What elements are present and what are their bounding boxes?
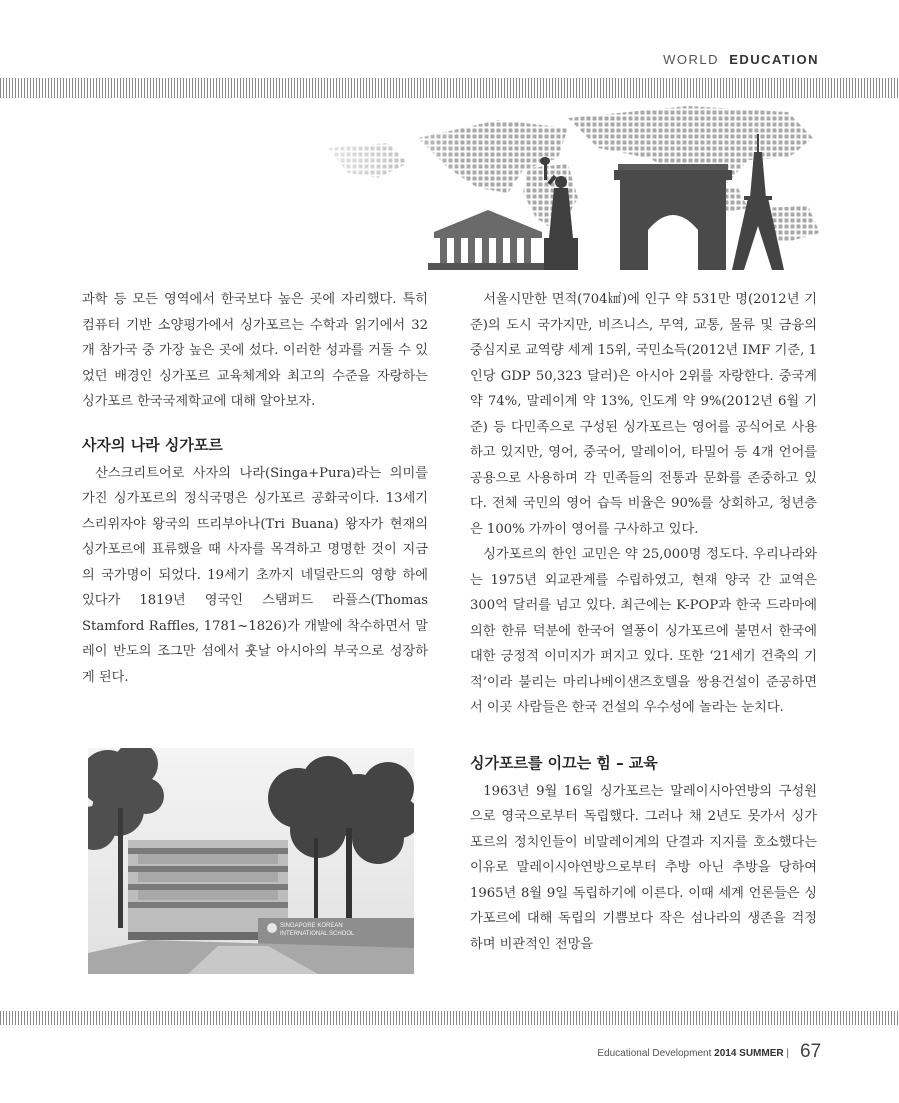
page-number: 67 [800, 1041, 822, 1062]
footer-publication-name: Educational Development [597, 1048, 712, 1059]
section-heading-lion-city: 사자의 나라 싱가포르 [82, 435, 223, 454]
footer-publication: Educational Development 2014 SUMMER | [597, 1048, 789, 1059]
history-paragraph: 산스크리트어로 사자의 나라(Singa+Pura)라는 의미를 가진 싱가포르의 정식국명은 싱가포르 공화국이다. 13세기 스리위자야 왕국의 뜨리부아나(Tri Buana) 왕자가 현재의 싱가포르에 표류했을 때 사자를 목격하고 명명한 것이 지금의 국가명이 되었다. 19세기 초까지 네덜란드의 영향 하에 있다가 1819년 영국인 스탬퍼드 라플스(Thomas Stamford Raffles, 1781~1826)가 개발에 착수하면서 말레이 반도의 조그만 섬에서 훗날 아시아의 부국으로 성장하게 된다. [82, 465, 428, 685]
footer-issue: 2014 SUMMER [714, 1048, 784, 1059]
section-label-light: WORLD [663, 52, 719, 67]
school-sign-line1: SINGAPORE KOREAN [280, 923, 343, 929]
right-column [470, 287, 817, 957]
left-column [82, 287, 428, 690]
section-label [663, 52, 819, 67]
school-building-photo [88, 748, 414, 974]
independence-paragraph: 1963년 9월 16일 싱가포르는 말레이시아연방의 구성원으로 영국으로부터 독립했다. 그러나 채 2년도 못가서 싱가포르의 정치인들이 비말레이계의 단결과 지지를 호소했다는 이유로 말레이시아연방으로부터 추방 아닌 추방을 당하여 1965년 8월 9일 독립하기에 이른다. 이때 세계 언론들은 싱가포르에 대해 독립의 기쁨보다 작은 섬나라의 생존을 걱정하며 비관적인 전망을 [470, 783, 817, 952]
korean-relations-paragraph: 싱가포르의 한인 교민은 약 25,000명 정도다. 우리나라와는 1975년 외교관계를 수립하였고, 현재 양국 간 교역은 300억 달러를 넘고 있다. 최근에는 K-POP과 한국 드라마에 의한 한류 덕분에 한국어 열풍이 싱가포르에 불면서 한국에 대한 긍정적 이미지가 퍼지고 있다. 또한 ‘21세기 건축의 기적’이라 불리는 마리나베이샌즈호텔을 쌍용건설이 준공하면서 이곳 사람들은 한국 건설의 우수성에 놀라는 눈치다. [470, 547, 817, 715]
top-stripe-divider [0, 78, 899, 98]
overview-paragraph: 서울시만한 면적(704㎢)에 인구 약 531만 명(2012년 기준)의 도시 국가지만, 비즈니스, 무역, 교통, 물류 및 금융의 중심지로 교역량 세계 15위, 국민소득(2012년 IMF 기준, 1인당 GDP 50,323 달러)은 아시아 2위를 자랑한다. 중국계 약 74%, 말레이계 약 13%, 인도계 약 9%(2012년 6월 기준) 등 다민족으로 구성된 싱가포르는 영어를 공식어로 사용하고 있지만, 영어, 중국어, 말레이어, 타밀어 등 4개 언어를 공용으로 사용하며 각 민족들의 전통과 문화를 존중하고 있다. 전체 국민의 영어 습득 비율은 90%를 상회하고, 청년층은 100% 가까이 영어를 구사하고 있다. [470, 292, 817, 537]
intro-paragraph: 과학 등 모든 영역에서 한국보다 높은 곳에 자리했다. 특히 컴퓨터 기반 소양평가에서 싱가포르는 수학과 읽기에서 32개 참가국 중 가장 높은 곳에 섰다. 이러한 성과를 거둘 수 있었던 배경인 싱가포르 교육체계와 최고의 수준을 자랑하는 싱가포르 한국국제학교에 대해 알아보자. [82, 292, 428, 409]
bottom-stripe-divider [0, 1011, 899, 1025]
world-landmarks-illustration [268, 98, 828, 270]
section-label-bold: EDUCATION [729, 52, 819, 67]
section-heading-education: 싱가포르를 이끄는 힘 – 교육 [470, 753, 658, 772]
school-sign-line2: INTERNATIONAL SCHOOL [280, 931, 355, 937]
